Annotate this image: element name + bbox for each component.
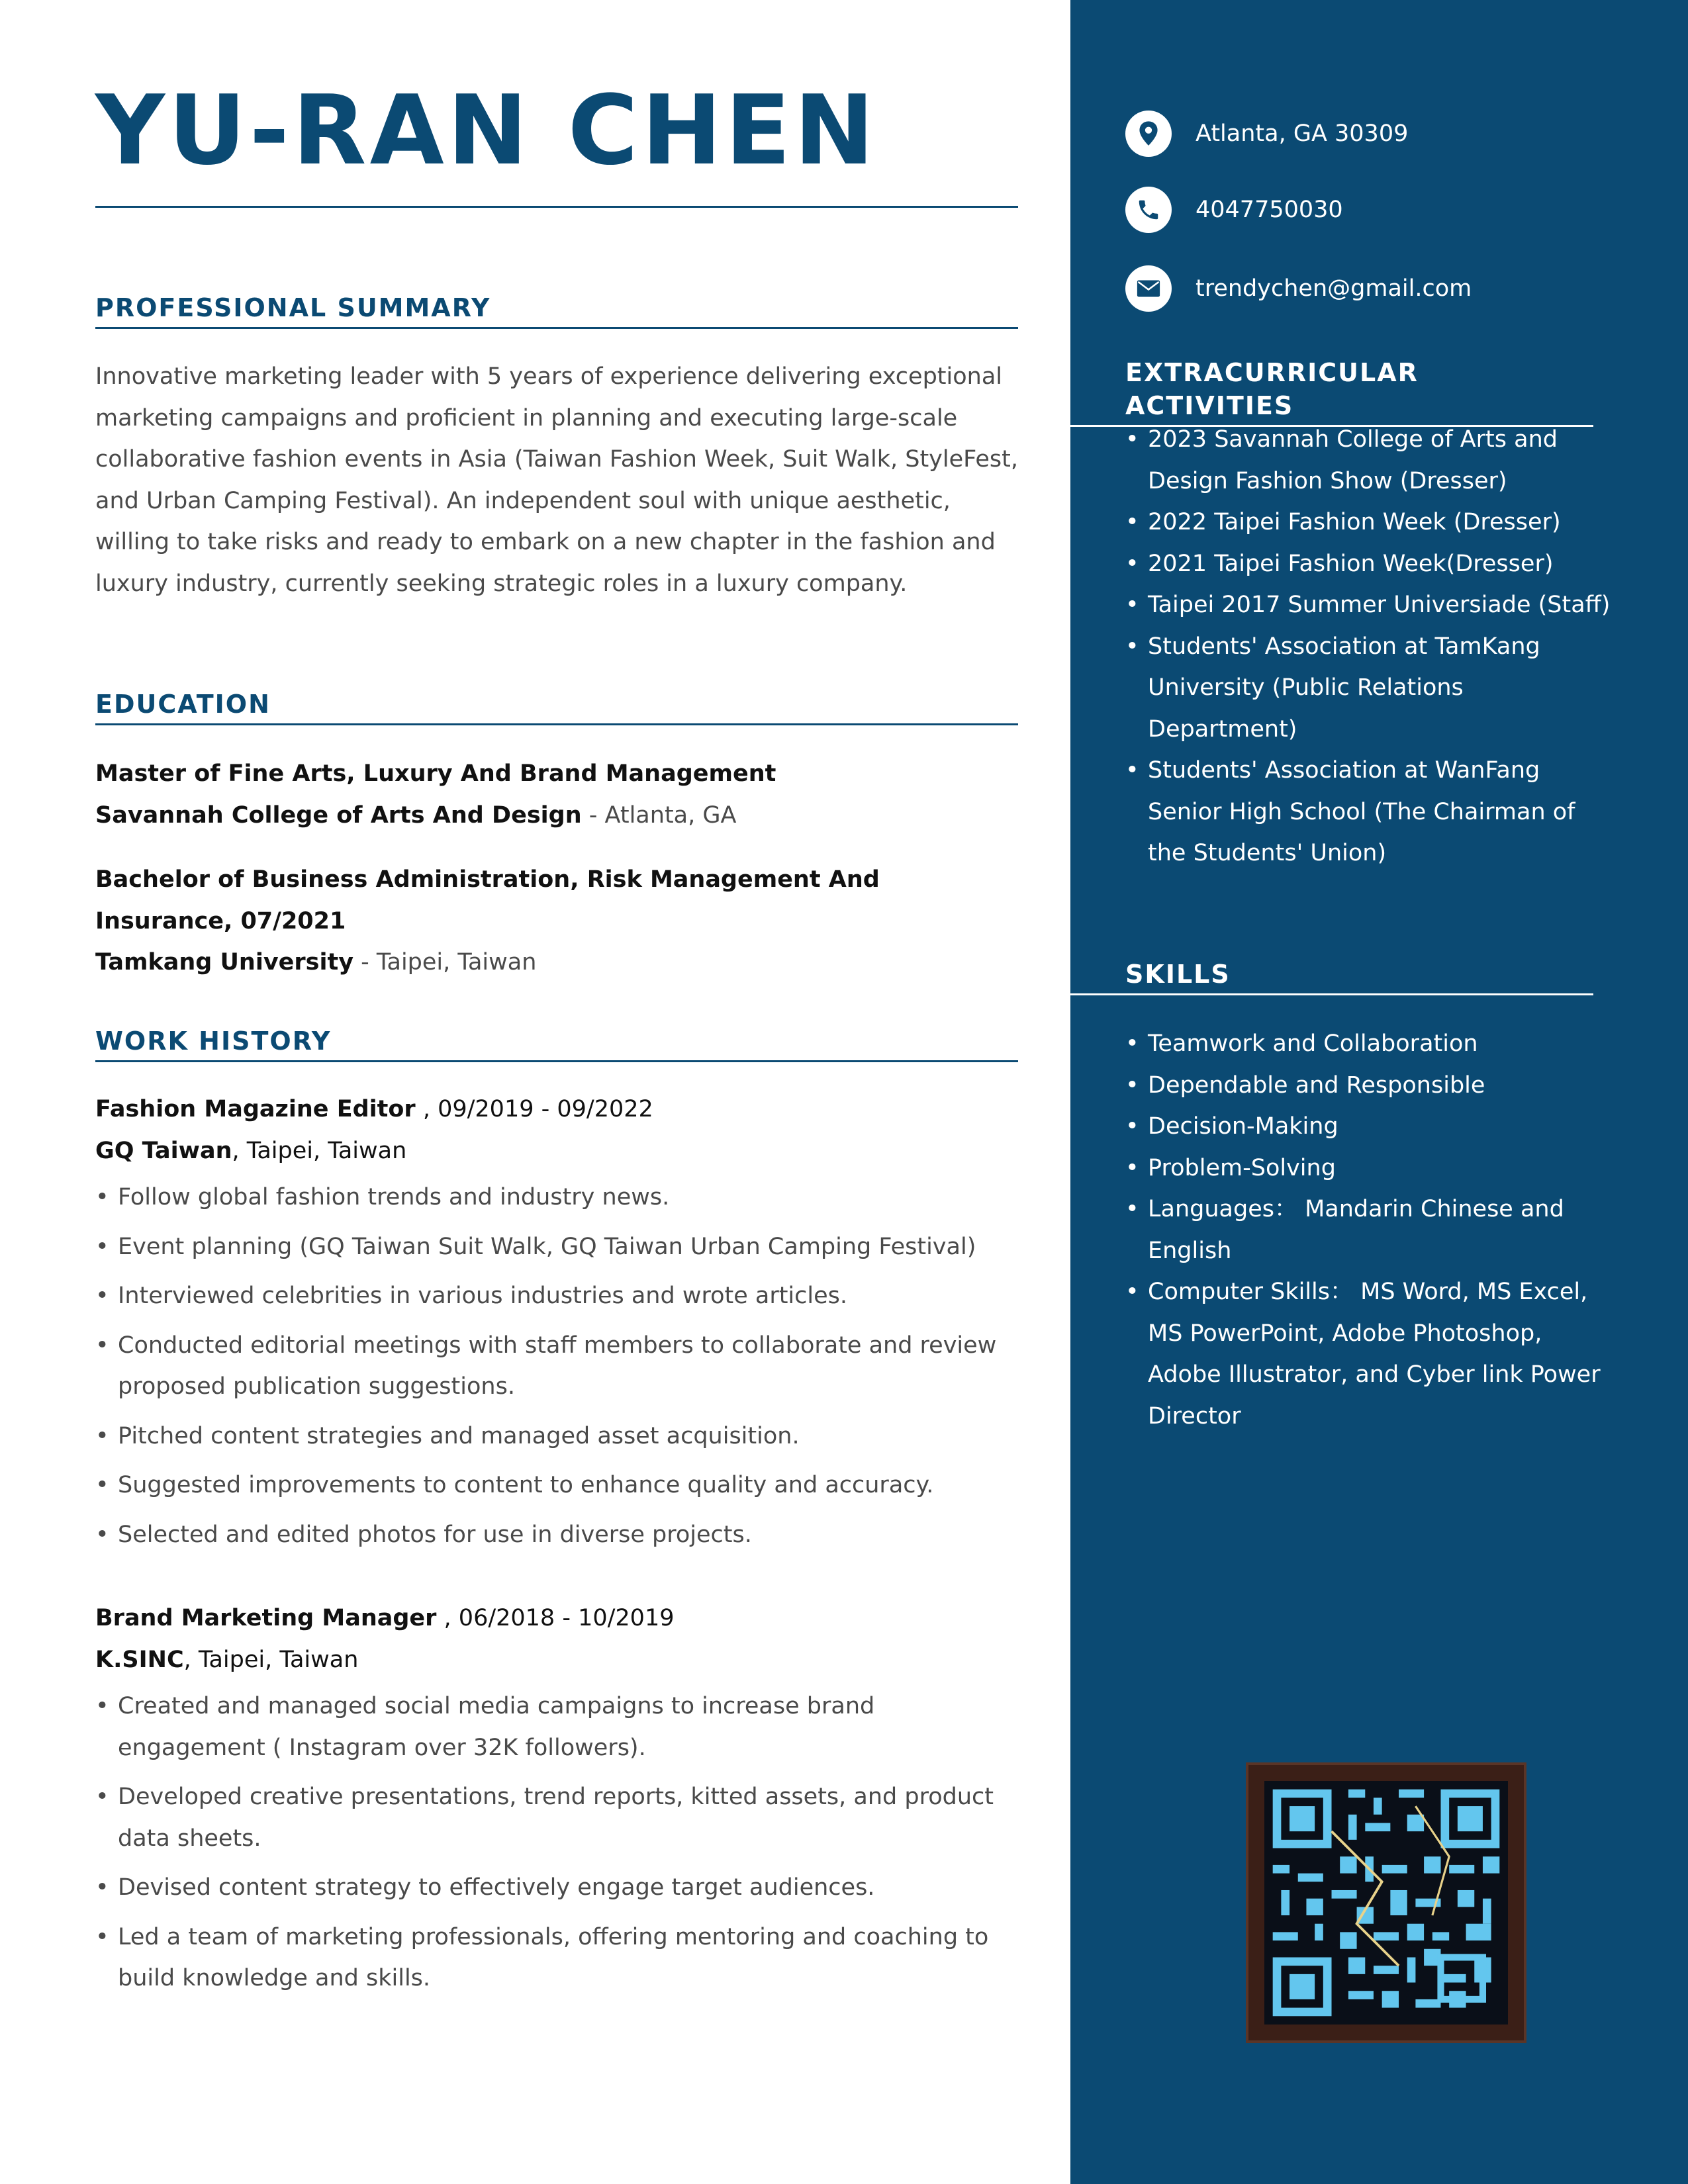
list-item: • Problem-Solving [1125, 1148, 1615, 1189]
school: Tamkang University [95, 949, 354, 976]
education-divider [95, 723, 1018, 725]
name-divider [95, 206, 1018, 208]
list-item: • Led a team of marketing professionals, offering mentoring and coaching to build knowledge and skills. [95, 1917, 1018, 1999]
education-heading: EDUCATION [95, 690, 271, 719]
contact-phone [1125, 187, 1655, 233]
summary-section-header [95, 291, 1018, 329]
job-dates: , 06/2018 - 10/2019 [436, 1605, 675, 1631]
phone-icon [1125, 187, 1172, 233]
list-item: • Languages： Mandarin Chinese and English [1125, 1189, 1615, 1271]
job-title: Brand Marketing Manager [95, 1605, 437, 1631]
list-item: • Developed creative presentations, trend reports, kitted assets, and product data sheets. [95, 1776, 1018, 1859]
school: Savannah College of Arts And Design [95, 801, 582, 829]
list-item: • Suggested improvements to content to enhance quality and accuracy. [95, 1465, 1018, 1506]
school-location: - Taipei, Taiwan [353, 949, 537, 976]
list-item: • Created and managed social media campaigns to increase brand engagement ( Instagram over 32K followers). [95, 1686, 1018, 1768]
school-location: - Atlanta, GA [581, 801, 737, 829]
extracurricular-section-header [1070, 356, 1593, 427]
list-item: • 2022 Taipei Fashion Week (Dresser) [1125, 502, 1615, 543]
education-entry [95, 753, 1018, 836]
work-heading: WORK HISTORY [95, 1026, 332, 1056]
summary-divider [95, 327, 1018, 329]
company: K.SINC [95, 1646, 184, 1673]
list-item: • Devised content strategy to effectively engage target audiences. [95, 1867, 1018, 1909]
skills-list [1125, 1023, 1615, 1437]
work-section-header [95, 1024, 1018, 1062]
list-item: • Follow global fashion trends and industry news. [95, 1177, 1018, 1218]
list-item: • Decision-Making [1125, 1106, 1615, 1148]
location-pin-icon [1125, 111, 1172, 157]
contact-email [1125, 265, 1655, 312]
list-item: • Students' Association at TamKang University (Public Relations Department) [1125, 626, 1615, 751]
summary-text: Innovative marketing leader with 5 years of experience delivering exceptional marketing campaigns and proficient in planning and executing large-scale collaborative fashion events in Asia (Taiwan Fashion Week, Suit Walk, StyleFest, and Urban Camping Festival). An independent soul with unique aesthetic, willing to take risks and ready to embark on a new chapter in the fashion and luxury industry, currently seeking strategic roles in a luxury company. [95, 363, 1018, 597]
list-item: • 2021 Taipei Fashion Week(Dresser) [1125, 543, 1615, 585]
address-text: Atlanta, GA 30309 [1196, 120, 1409, 147]
qr-code-icon [1264, 1781, 1508, 2025]
list-item: • 2023 Savannah College of Arts and Design Fashion Show (Dresser) [1125, 419, 1615, 502]
phone-text: 4047750030 [1196, 197, 1343, 223]
extracurricular-heading: EXTRACURRICULAR ACTIVITIES [1125, 358, 1419, 420]
list-item: • Pitched content strategies and managed asset acquisition. [95, 1416, 1018, 1457]
envelope-icon [1125, 265, 1172, 312]
job-title: Fashion Magazine Editor [95, 1096, 416, 1122]
list-item: • Conducted editorial meetings with staff members to collaborate and review proposed publication suggestions. [95, 1325, 1018, 1408]
job-location: , Taipei, Taiwan [183, 1646, 359, 1673]
extracurricular-list [1125, 419, 1615, 874]
education-section-header [95, 688, 1018, 725]
list-item: • Dependable and Responsible [1125, 1065, 1615, 1107]
skills-divider [1070, 993, 1593, 995]
job-duties [95, 1177, 1018, 1555]
list-item: • Taipei 2017 Summer Universiade (Staff) [1125, 584, 1615, 626]
email-text[interactable]: trendychen@gmail.com [1196, 275, 1472, 302]
contact-address [1125, 111, 1655, 157]
job-dates: , 09/2019 - 09/2022 [415, 1096, 653, 1122]
job-entry [95, 1598, 1018, 2007]
list-item: • Event planning (GQ Taiwan Suit Walk, GQ Taiwan Urban Camping Festival) [95, 1226, 1018, 1268]
summary-heading: PROFESSIONAL SUMMARY [95, 293, 491, 322]
job-entry [95, 1089, 1018, 1563]
list-item: • Teamwork and Collaboration [1125, 1023, 1615, 1065]
skills-section-header [1070, 958, 1593, 995]
list-item: • Selected and edited photos for use in diverse projects. [95, 1514, 1018, 1556]
candidate-name: YU-RAN CHEN [95, 75, 878, 187]
list-item: • Students' Association at WanFang Senior High School (The Chairman of the Students' Union) [1125, 750, 1615, 874]
job-location: , Taipei, Taiwan [232, 1137, 407, 1164]
degree: Bachelor of Business Administration, Risk Management And Insurance, 07/2021 [95, 866, 880, 934]
skills-heading: SKILLS [1125, 960, 1231, 989]
list-item: • Interviewed celebrities in various industries and wrote articles. [95, 1275, 1018, 1317]
degree: Master of Fine Arts, Luxury And Brand Management [95, 760, 776, 787]
work-divider [95, 1060, 1018, 1062]
qr-code-image [1246, 1762, 1526, 2043]
company: GQ Taiwan [95, 1137, 232, 1164]
list-item: • Computer Skills： MS Word, MS Excel, MS PowerPoint, Adobe Photoshop, Adobe Illustrator, and Cyber link Power Director [1125, 1271, 1615, 1437]
education-entry [95, 859, 1018, 983]
job-duties [95, 1686, 1018, 1999]
